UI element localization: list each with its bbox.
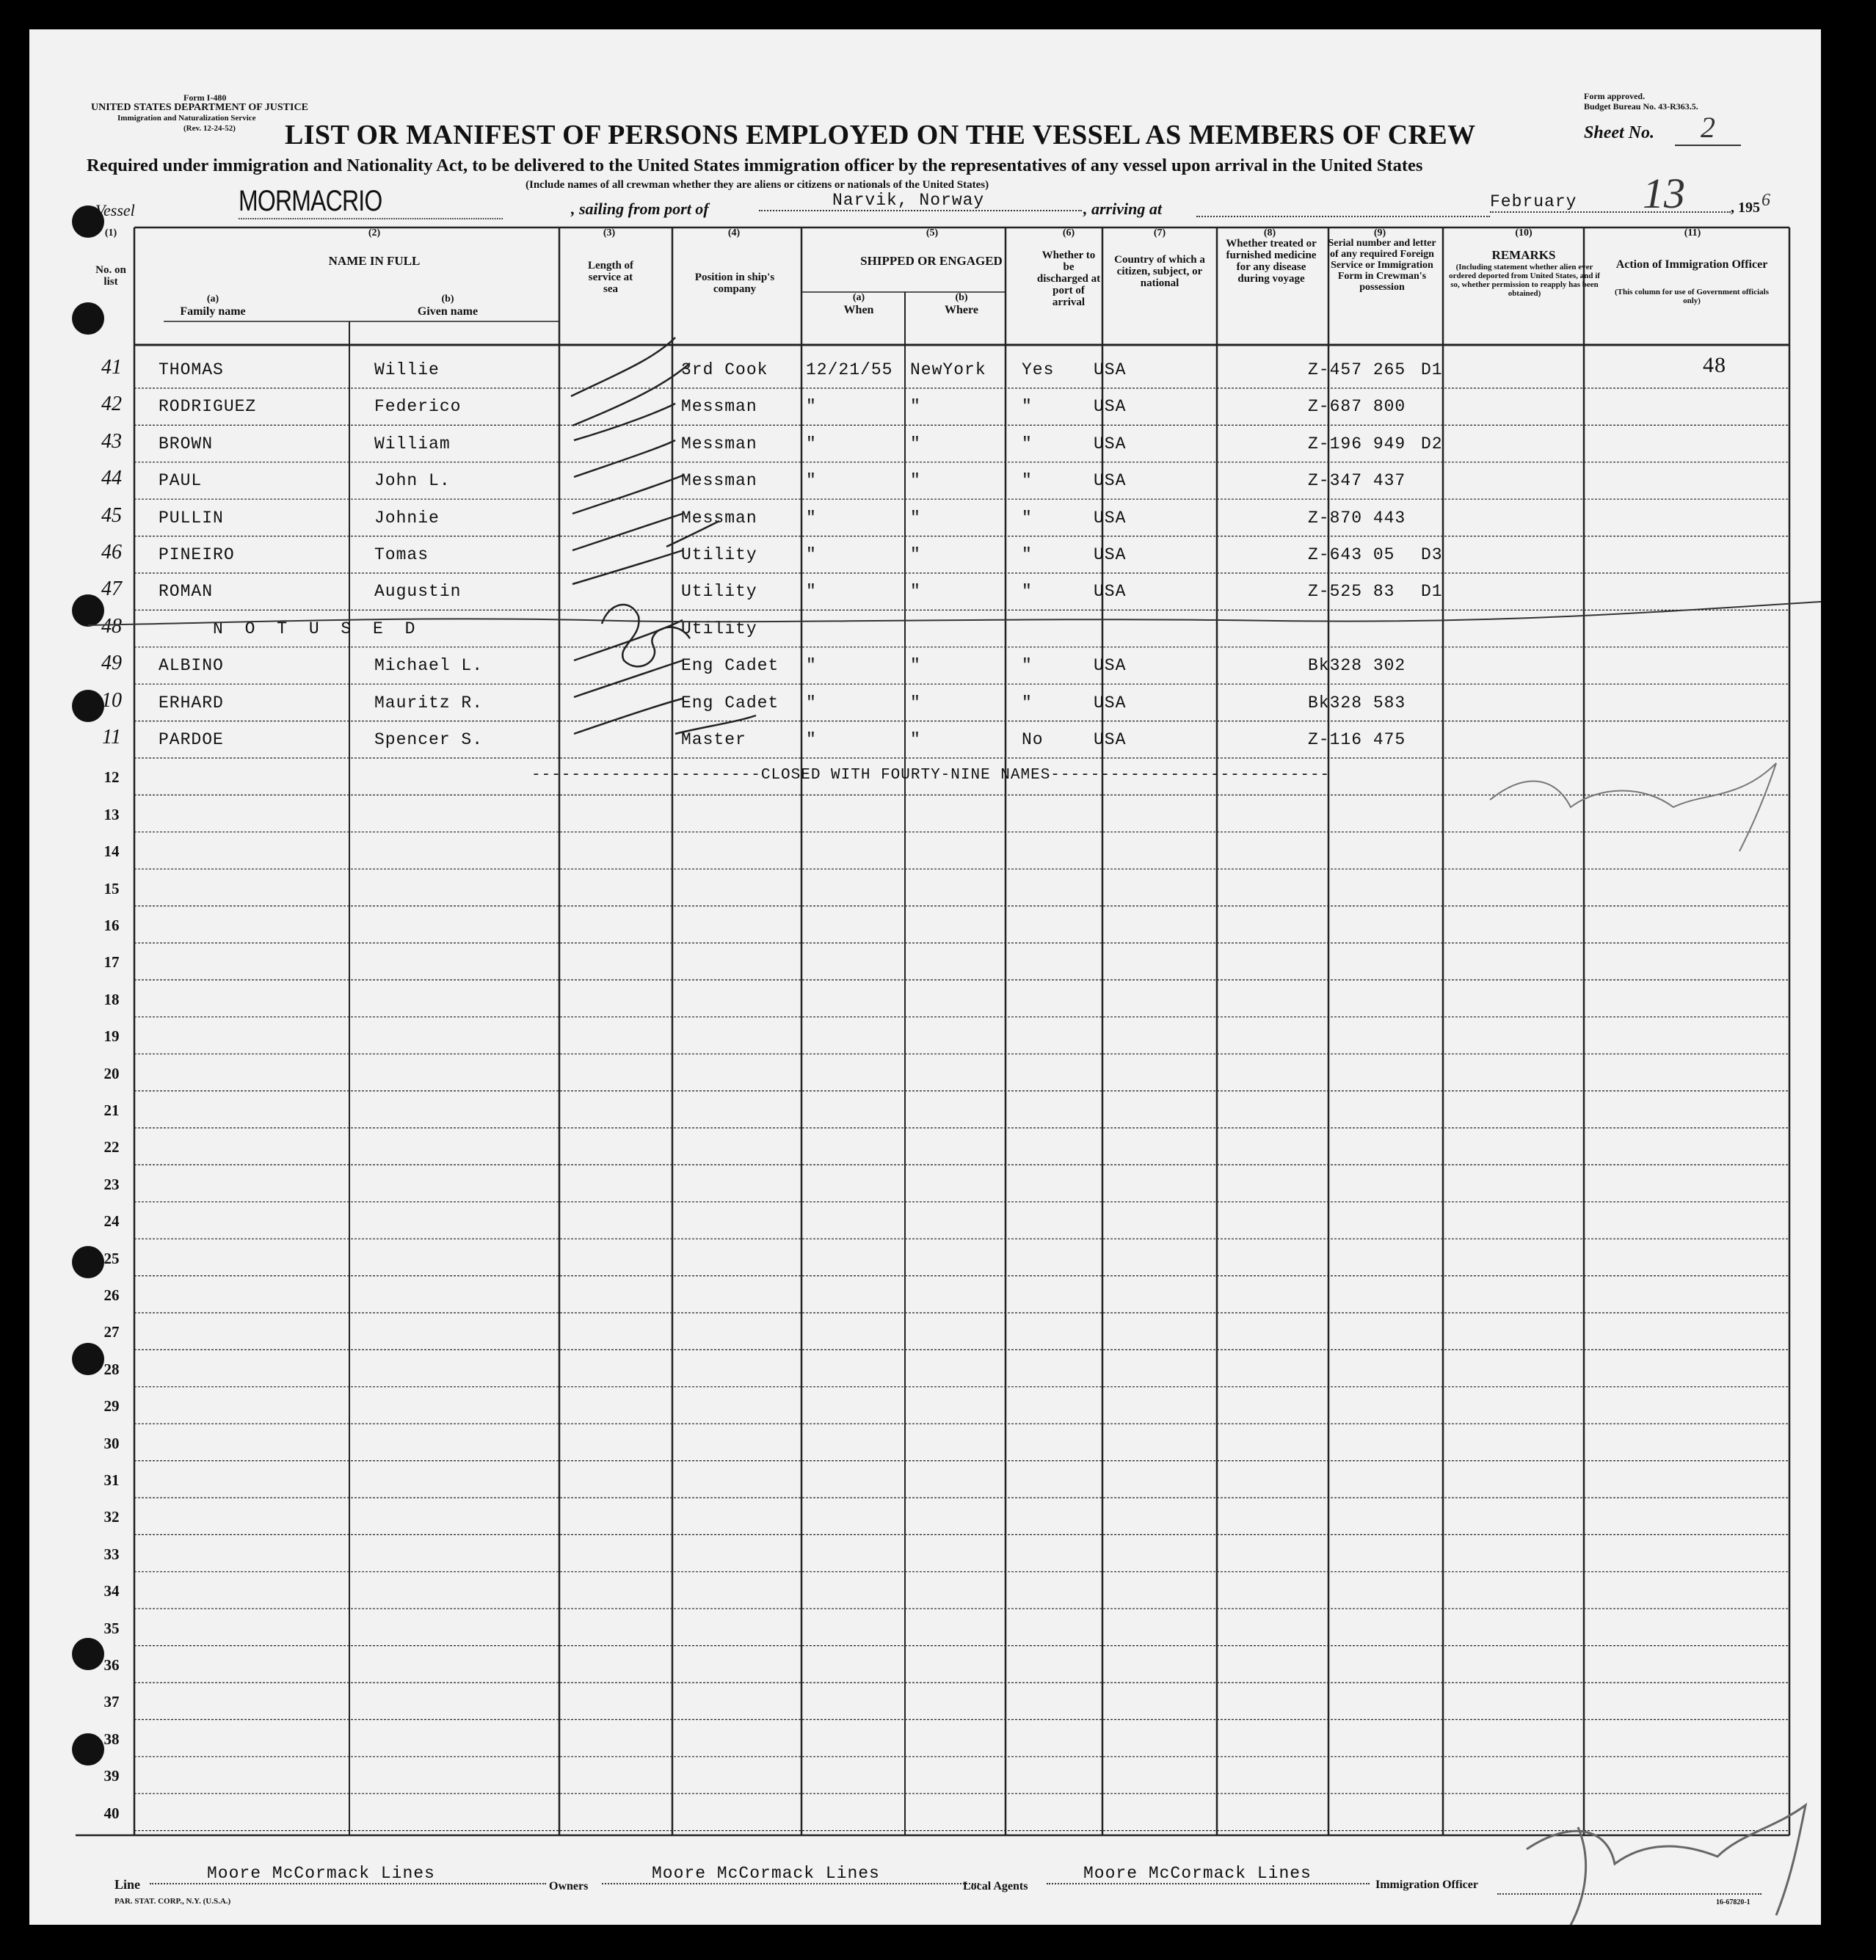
row-number: 18 bbox=[103, 990, 120, 1008]
shipped-when: " bbox=[806, 397, 817, 417]
serial-number: Z-457 265 bbox=[1308, 360, 1406, 379]
shipped-where: " bbox=[910, 693, 921, 713]
position: Utility bbox=[681, 619, 757, 638]
row-number: 31 bbox=[103, 1471, 120, 1489]
discharged: " bbox=[1022, 434, 1033, 453]
discharged: " bbox=[1022, 656, 1033, 676]
serial-number: Z-870 443 bbox=[1308, 508, 1406, 528]
col10-note: (Including statement whether alien ever ordered deported from United States, and if so, whether permission to reapply has been obtained) bbox=[1449, 263, 1600, 298]
manifest-sheet bbox=[29, 29, 1821, 1925]
family-name: ALBINO bbox=[159, 656, 224, 676]
family-name: THOMAS bbox=[159, 360, 224, 379]
given-name: Augustin bbox=[374, 582, 462, 602]
row-number: 27 bbox=[103, 1323, 120, 1341]
discharged: " bbox=[1022, 397, 1033, 417]
remarks: D2 bbox=[1421, 434, 1443, 453]
position: Messman bbox=[681, 434, 757, 453]
owners-value: Moore McCormack Lines bbox=[602, 1864, 979, 1884]
row-number: 38 bbox=[103, 1730, 120, 1748]
position: 3rd Cook bbox=[681, 360, 768, 379]
row-number: 33 bbox=[103, 1545, 120, 1563]
col11-number: (11) bbox=[1684, 227, 1701, 238]
shipped-when: " bbox=[806, 434, 817, 453]
row-number: 13 bbox=[103, 805, 120, 823]
family-name: RODRIGUEZ bbox=[159, 397, 257, 417]
subtitle: Required under immigration and Nationality Act, to be delivered to the United States immigration officer by the representatives of any vessel upon arrival in the United States bbox=[87, 156, 1423, 175]
discharged: " bbox=[1022, 693, 1033, 713]
revision: (Rev. 12-24-52) bbox=[183, 124, 236, 133]
col8-number: (8) bbox=[1263, 227, 1276, 238]
discharged: " bbox=[1022, 508, 1033, 528]
shipped-when: 12/21/55 bbox=[806, 360, 893, 379]
given-name: John L. bbox=[374, 471, 451, 491]
include-note: (Include names of all crewman whether they are aliens or citizens or nationals of the United States) bbox=[526, 179, 989, 191]
position: Messman bbox=[681, 508, 757, 528]
given-name: William bbox=[374, 434, 451, 453]
family-name: PINEIRO bbox=[159, 545, 235, 564]
shipped-when: " bbox=[806, 693, 817, 713]
strike-line bbox=[88, 602, 1821, 625]
col4-number: (4) bbox=[727, 227, 741, 238]
page-title: LIST OR MANIFEST OF PERSONS EMPLOYED ON THE VESSEL AS MEMBERS OF CREW bbox=[285, 120, 1476, 150]
col4-header: Position in ship's company bbox=[694, 272, 775, 295]
col3-header: Length of service at sea bbox=[587, 260, 634, 295]
discharged: " bbox=[1022, 545, 1033, 564]
shipped-when: " bbox=[806, 656, 817, 676]
shipped-where: " bbox=[910, 582, 921, 602]
col3-number: (3) bbox=[603, 227, 616, 238]
immigration-officer-field bbox=[1497, 1893, 1762, 1895]
year-prefix: , 195 bbox=[1731, 200, 1760, 216]
sailing-label: , sailing from port of bbox=[571, 200, 709, 218]
arriving-label: , arriving at bbox=[1083, 200, 1162, 218]
row-number: 21 bbox=[103, 1101, 120, 1119]
given-name: Johnie bbox=[374, 508, 440, 528]
given-name: Michael L. bbox=[374, 656, 484, 676]
country: USA bbox=[1094, 434, 1127, 453]
local-agents-label: Local Agents bbox=[963, 1880, 1028, 1892]
col5-header: SHIPPED OR ENGAGED bbox=[860, 254, 1003, 268]
row-number: 20 bbox=[103, 1064, 120, 1082]
col5b-header: Where bbox=[945, 304, 978, 316]
country: USA bbox=[1094, 397, 1127, 417]
row-number: 11 bbox=[102, 726, 121, 748]
country: USA bbox=[1094, 508, 1127, 528]
row-number: 16 bbox=[103, 917, 120, 934]
given-name: Willie bbox=[374, 360, 440, 379]
serial-number: Z-347 437 bbox=[1308, 471, 1406, 491]
handwritten-strokes bbox=[29, 29, 1821, 1925]
discharged: No bbox=[1022, 730, 1044, 749]
country: USA bbox=[1094, 656, 1127, 676]
remarks: D1 bbox=[1421, 360, 1443, 379]
given-name: Tomas bbox=[374, 545, 429, 564]
col11-header: Action of Immigration Officer bbox=[1615, 258, 1768, 271]
row-number: 28 bbox=[103, 1360, 120, 1378]
serial-number: Z-687 800 bbox=[1308, 397, 1406, 417]
row-number: 26 bbox=[103, 1286, 120, 1304]
service-column-slashes bbox=[571, 338, 756, 734]
port-from: Narvik, Norway bbox=[759, 191, 1082, 211]
row-number: 19 bbox=[103, 1027, 120, 1046]
col7-number: (7) bbox=[1153, 227, 1166, 238]
col5-number: (5) bbox=[926, 227, 939, 238]
officer-signature bbox=[1527, 1805, 1806, 1925]
remarks: D1 bbox=[1421, 582, 1443, 602]
family-name: PARDOE bbox=[159, 730, 224, 749]
row-number: 23 bbox=[103, 1175, 120, 1193]
position: Eng Cadet bbox=[681, 693, 779, 713]
department: UNITED STATES DEPARTMENT OF JUSTICE bbox=[91, 102, 308, 113]
shipped-when: " bbox=[806, 582, 817, 602]
sheet-number: 2 bbox=[1675, 110, 1741, 146]
shipped-when: " bbox=[806, 508, 817, 528]
form-code: 16-67820-1 bbox=[1716, 1898, 1750, 1906]
col5a-header: When bbox=[843, 304, 874, 316]
country: USA bbox=[1094, 360, 1127, 379]
row-number: 17 bbox=[103, 953, 120, 972]
printer-imprint: PAR. STAT. CORP., N.Y. (U.S.A.) bbox=[114, 1897, 231, 1906]
row-number: 45 bbox=[101, 503, 122, 527]
given-name: Spencer S. bbox=[374, 730, 484, 749]
col7-header: Country of which a citizen, subject, or national bbox=[1114, 254, 1205, 289]
col1-number: (1) bbox=[104, 227, 117, 238]
local-agents-value: Moore McCormack Lines bbox=[1047, 1864, 1370, 1884]
col5b-number: (b) bbox=[955, 292, 968, 303]
row-number: 46 bbox=[101, 541, 122, 564]
row-number: 49 bbox=[101, 652, 122, 675]
immigration-action: 48 bbox=[1703, 353, 1726, 377]
col2b-header: Given name bbox=[417, 305, 479, 318]
given-name: Mauritz R. bbox=[374, 693, 484, 713]
owners-label: Owners bbox=[549, 1880, 589, 1892]
shipped-where: " bbox=[910, 545, 921, 564]
col10-header: REMARKS bbox=[1491, 248, 1556, 262]
country: USA bbox=[1094, 582, 1127, 602]
year-suffix: 6 bbox=[1762, 191, 1770, 210]
col2-header: NAME IN FULL bbox=[328, 254, 421, 268]
country: USA bbox=[1094, 730, 1127, 749]
family-name: PULLIN bbox=[159, 508, 224, 528]
family-name: N O T U S E D bbox=[213, 619, 421, 638]
shipped-where: " bbox=[910, 434, 921, 453]
shipped-where: " bbox=[910, 397, 921, 417]
row-number: 24 bbox=[103, 1212, 120, 1231]
country: USA bbox=[1094, 471, 1127, 491]
position: Utility bbox=[681, 545, 757, 564]
shipped-where: " bbox=[910, 508, 921, 528]
family-name: ERHARD bbox=[159, 693, 224, 713]
col2a-number: (a) bbox=[206, 294, 219, 305]
row-number: 43 bbox=[101, 429, 122, 453]
col5a-number: (a) bbox=[852, 292, 865, 303]
col9-header: Serial number and letter of any required Foreign Service or Immigration Form in Crewman's possession bbox=[1328, 238, 1436, 293]
col2a-header: Family name bbox=[180, 305, 246, 318]
vessel-label: Vessel bbox=[95, 201, 135, 219]
immigration-officer-label: Immigration Officer bbox=[1375, 1879, 1478, 1891]
position: Utility bbox=[681, 582, 757, 602]
discharged: Yes bbox=[1022, 360, 1055, 379]
row-number: 25 bbox=[103, 1249, 120, 1267]
row-number: 41 bbox=[101, 356, 122, 379]
discharged: " bbox=[1022, 471, 1033, 491]
row-number: 44 bbox=[101, 467, 122, 490]
row-number: 14 bbox=[103, 842, 120, 861]
col6-header: Whether to be discharged at port of arrival bbox=[1036, 249, 1101, 308]
serial-number: Z-196 949 bbox=[1308, 434, 1406, 453]
row-number: 32 bbox=[103, 1508, 120, 1526]
col2-number: (2) bbox=[368, 227, 381, 238]
row-number: 47 bbox=[101, 578, 122, 601]
position: Master bbox=[681, 730, 746, 749]
shipped-where: " bbox=[910, 730, 921, 749]
budget-bureau: Budget Bureau No. 43-R363.5. bbox=[1584, 101, 1698, 112]
row-number: 10 bbox=[101, 688, 122, 712]
shipped-when: " bbox=[806, 545, 817, 564]
vessel-name: MORMACRIO bbox=[239, 185, 503, 219]
row-number: 35 bbox=[103, 1619, 120, 1637]
col8-header: Whether treated or furnished medicine for any disease during voyage bbox=[1226, 238, 1317, 285]
col1-header: No. on list bbox=[95, 264, 126, 288]
country: USA bbox=[1094, 545, 1127, 564]
row-number: 30 bbox=[103, 1434, 120, 1452]
row-number: 12 bbox=[103, 768, 120, 787]
shipped-where: " bbox=[910, 471, 921, 491]
col11-note: (This column for use of Government officials only) bbox=[1615, 288, 1770, 305]
position: Messman bbox=[681, 471, 757, 491]
serial-number: Z-643 05 bbox=[1308, 545, 1395, 564]
col2b-number: (b) bbox=[441, 294, 454, 305]
sheet-label: Sheet No. bbox=[1584, 123, 1654, 142]
row-number: 37 bbox=[103, 1693, 120, 1711]
row-number: 42 bbox=[101, 393, 122, 416]
row-number: 34 bbox=[103, 1582, 120, 1600]
position: Eng Cadet bbox=[681, 656, 779, 676]
line-label: Line bbox=[114, 1877, 141, 1892]
shipped-when: " bbox=[806, 730, 817, 749]
serial-number: Bk328 583 bbox=[1308, 693, 1406, 713]
serial-number: Bk328 302 bbox=[1308, 656, 1406, 676]
shipped-when: " bbox=[806, 471, 817, 491]
closing-line: -----------------------CLOSED WITH FOURTY-NINE NAMES---------------------------- bbox=[531, 767, 1331, 784]
shipped-where: " bbox=[910, 656, 921, 676]
col10-number: (10) bbox=[1515, 227, 1533, 238]
position: Messman bbox=[681, 397, 757, 417]
row-number: 22 bbox=[103, 1138, 120, 1156]
shipped-where: NewYork bbox=[910, 360, 986, 379]
row-number: 40 bbox=[103, 1804, 120, 1822]
col6-number: (6) bbox=[1062, 227, 1075, 238]
given-name: Federico bbox=[374, 397, 462, 417]
row-number: 29 bbox=[103, 1397, 120, 1416]
arrival-month: February bbox=[1490, 192, 1731, 213]
service: Immigration and Naturalization Service bbox=[117, 114, 256, 123]
family-name: BROWN bbox=[159, 434, 214, 453]
discharged: " bbox=[1022, 582, 1033, 602]
serial-number: Z-116 475 bbox=[1308, 730, 1406, 749]
remarks: D3 bbox=[1421, 545, 1443, 564]
arrival-day: 13 bbox=[1643, 170, 1685, 217]
family-name: PAUL bbox=[159, 471, 203, 491]
serial-number: Z-525 83 bbox=[1308, 582, 1395, 602]
row-number: 39 bbox=[103, 1767, 120, 1785]
row-number: 48 bbox=[101, 614, 122, 638]
col9-number: (9) bbox=[1373, 227, 1386, 238]
form-approved: Form approved. bbox=[1584, 91, 1646, 101]
row-number: 15 bbox=[103, 879, 120, 897]
family-name: ROMAN bbox=[159, 582, 214, 602]
row-number: 36 bbox=[103, 1656, 120, 1674]
line-value: Moore McCormack Lines bbox=[150, 1864, 546, 1884]
signature-mark bbox=[1490, 763, 1776, 851]
country: USA bbox=[1094, 693, 1127, 713]
form-number: Form I-480 bbox=[183, 92, 227, 103]
